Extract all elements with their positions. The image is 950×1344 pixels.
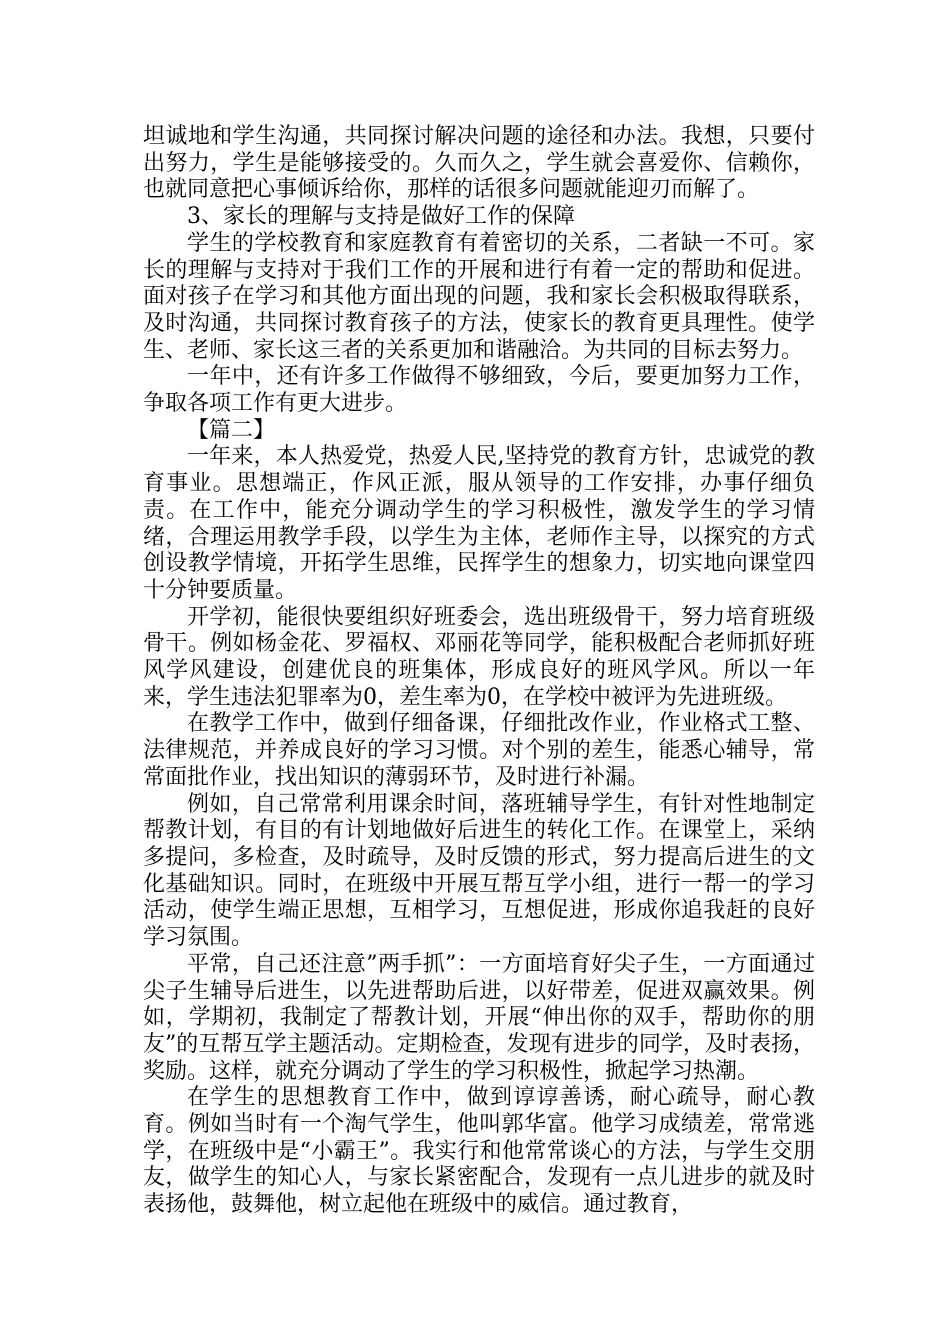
section-heading-part-two: 【篇二】	[187, 417, 276, 443]
paragraph-teaching-work: 在教学工作中，做到仔细备课，仔细批改作业，作业格式工整、法律规范，并养成良好的学习习惯。对个别的差生，能悉心辅导，常常面批作业，找出知识的薄弱环节，及时进行补漏。	[143, 711, 815, 790]
section-heading-3: 3、家长的理解与支持是做好工作的保障	[187, 204, 575, 230]
paragraph-class-committee: 开学初，能很快要组织好班委会，选出班级骨干，努力培育班级骨干。例如杨金花、罗福权、邓丽花等同学，能积极配合老师抓好班风学风建设，创建优良的班集体，形成良好的班风学风。所以一年来，学生违法犯罪率为0，差生率为0，在学校中被评为先进班级。	[143, 604, 815, 710]
paragraph-parents-support: 学生的学校教育和家庭教育有着密切的关系，二者缺一不可。家长的理解与支持对于我们工作的开展和进行有着一定的帮助和促进。面对孩子在学习和其他方面出现的问题，我和家长会积极取得联系，及时沟通，共同探讨教育孩子的方法，使家长的教育更具理性。使学生、老师、家长这三者的关系更加和谐融洽。为共同的目标去努力。	[143, 230, 815, 363]
paragraph-intro: 一年来，本人热爱党，热爱人民,坚持党的教育方针，忠诚党的教育事业。思想端正，作风正派，服从领导的工作安排，办事仔细负责。在工作中，能充分调动学生的学习积极性，激发学生的学习情绪，合理运用教学手段，以学生为主体，老师作主导，以探究的方式创设教学情境，开拓学生思维，民挥学生的想象力，切实地向课堂四十分钟要质量。	[143, 444, 815, 603]
paragraph-example-tutoring: 例如，自己常常利用课余时间，落班辅导学生，有针对性地制定帮教计划，有目的有计划地做好后进生的转化工作。在课堂上，采纳多提问，多检查，及时疏导，及时反馈的形式，努力提高后进生的文化基础知识。同时，在班级中开展互帮互学小组，进行一帮一的学习活动，使学生端正思想，互相学习，互想促进，形成你追我赶的良好学习氛围。	[143, 791, 815, 951]
paragraph-two-hands: 平常，自己还注意”两手抓”：一方面培育好尖子生，一方面通过尖子生辅导后进生，以先进帮助后进，以好带差，促进双赢效果。例如，学期初，我制定了帮教计划，开展“伸出你的双手，帮助你的朋友”的互帮互学主题活动。定期检查，发现有进步的同学，及时表扬，奖励。这样，就充分调动了学生的学习积极性，掀起学习热潮。	[143, 951, 815, 1084]
paragraph-year-summary: 一年中，还有许多工作做得不够细致，今后，要更加努力工作，争取各项工作有更大进步。	[143, 364, 815, 417]
paragraph-continuation: 坦诚地和学生沟通，共同探讨解决问题的途径和办法。我想，只要付出努力，学生是能够接受的。久而久之，学生就会喜爱你、信赖你，也就同意把心事倾诉给你，那样的话很多问题就能迎刃而解了。	[143, 124, 815, 203]
document-page	[143, 124, 815, 1219]
paragraph-moral-education: 在学生的思想教育工作中，做到谆谆善诱，耐心疏导，耐心教育。例如当时有一个淘气学生，他叫郭华富。他学习成绩差，常常逃学，在班级中是“小霸王”。我实行和他常常谈心的方法，与学生交朋友，做学生的知心人，与家长紧密配合，发现有一点儿进步的就及时表扬他，鼓舞他，树立起他在班级中的威信。通过教育，	[143, 1085, 815, 1218]
